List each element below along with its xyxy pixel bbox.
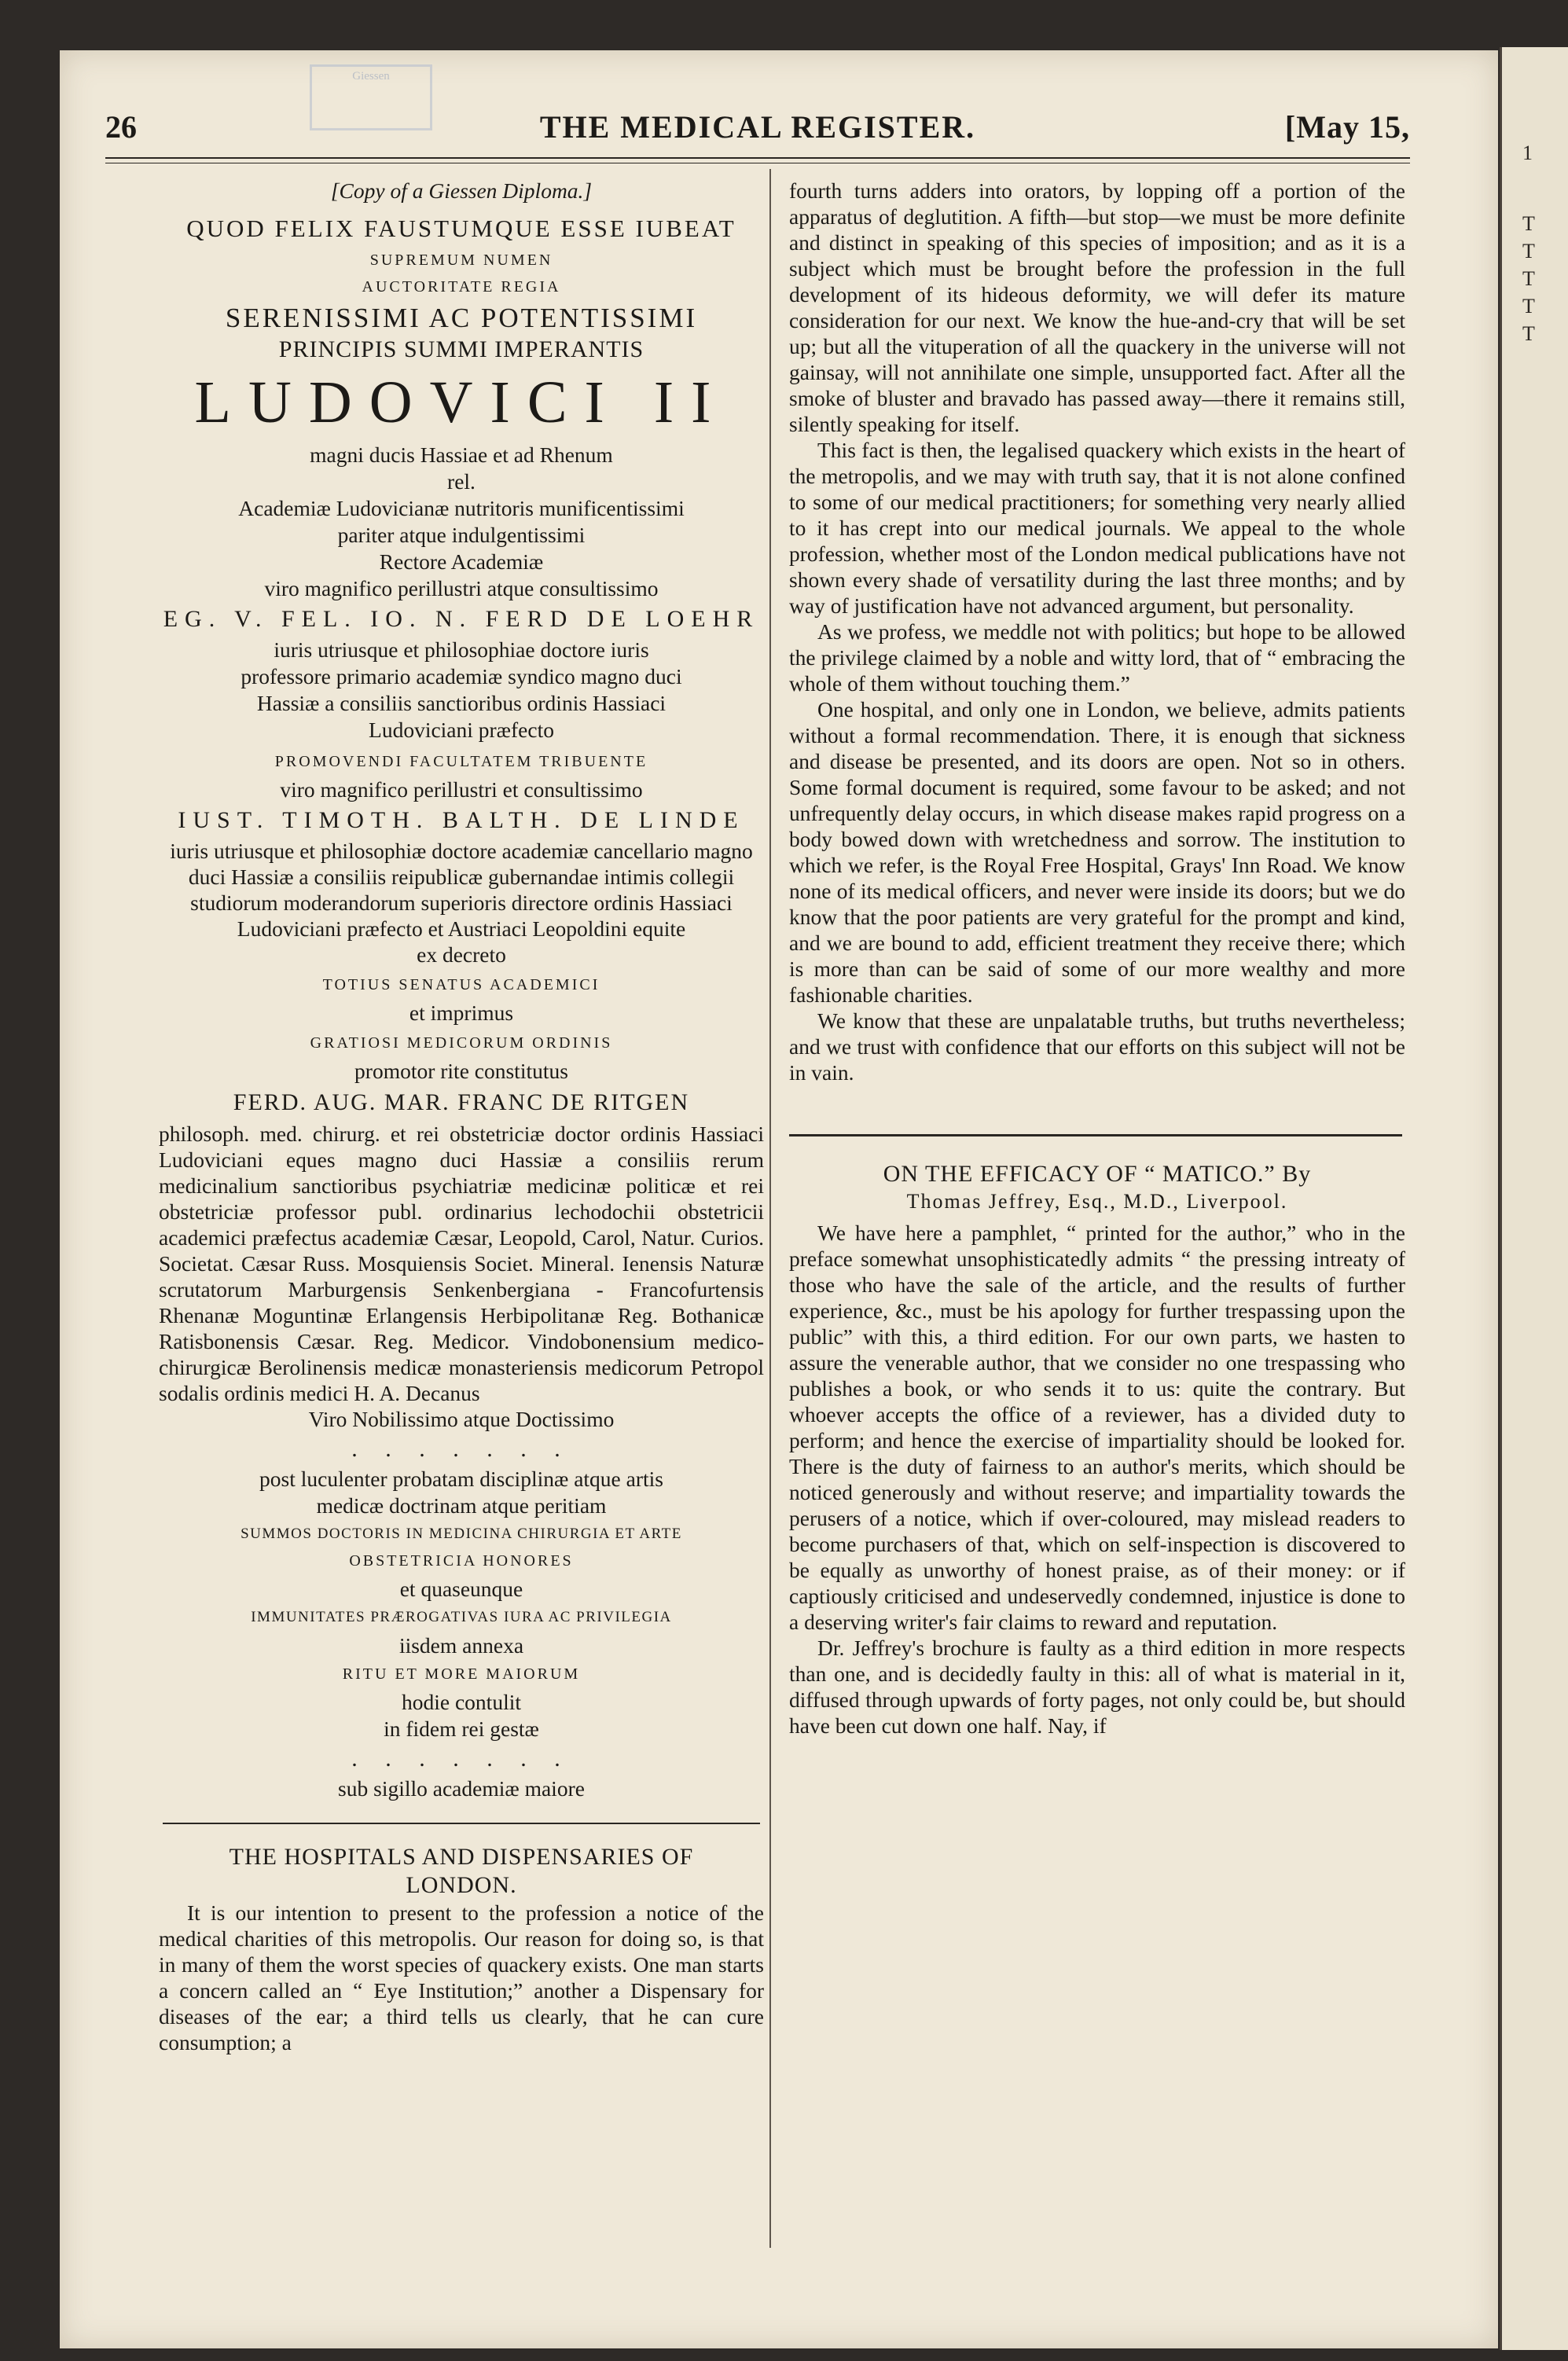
ellipsis-row: . . . . . . . [351,1436,571,1462]
diploma-name: IUST. TIMOTH. BALTH. DE LINDE [178,807,745,833]
running-header [105,108,1410,156]
page-number: 26 [105,109,137,145]
section-title: THE HOSPITALS AND DISPENSARIES OF [229,1844,694,1870]
article-byline: Thomas Jeffrey, Esq., M.D., Liverpool. [906,1190,1288,1213]
header-rule [105,157,1410,159]
diploma-name: FERD. AUG. MAR. FRANC DE RITGEN [233,1089,690,1115]
diploma-line: promotor rite constitutus [354,1059,568,1083]
diploma-line: professore primario academiæ syndico magno duci [241,664,682,688]
diploma-line: Rectore Academiæ [379,549,544,574]
diploma-line: viro magnifico perillustri atque consultissimo [264,576,659,600]
section-title: LONDON. [406,1872,517,1898]
article-paragraph: As we profess, we meddle not with politics; but hope to be allowed the privilege claimed by a noble and witty lord, that of “ embracing the whole of them without touching them.” [789,619,1405,696]
diploma-paragraph: philosoph. med. chirurg. et rei obstetriciæ doctor ordinis Hassiaci Ludoviciani eques magno duci Hassiæ a consiliis rerum medicinalium sanctioribus psychiatriæ medicinæ politicæ et rei obstetriciæ professor publ. ordinarius lechodochii obstetricii academici præfectus academiæ Cæsar, Leopold, Carol, Natur. Curios. Societat. Cæsar Russ. Mosquiensis Societ. Mineral. Ienensis Naturæ scrutatorum Marburgensis Senkenbergiana - Francofurtensis Rhenanæ Moguntinæ Erlangensis Herbipolitanæ Reg. Bothanicæ Ratisbonensis Cæsar. Reg. Medicor. Vindobonensium medico-chirurgicæ Berolinensis medicæ monasteriensis medicorum Petropol sodalis ordinis medici H. A. Decanus [159,1122,764,1405]
column-divider [769,169,771,2248]
diploma-name: EG. V. FEL. IO. N. FERD DE LOEHR [163,606,760,632]
diploma-line: rel. [447,469,476,494]
edge-glyph: T [1522,267,1535,290]
article-paragraph: One hospital, and only one in London, we believe, admits patients without a formal recommendation. There, it is enough that sickness and disease be presented, and its doors are open. Not so in others. Some formal document is required, some favour to be asked; and not unfrequently delay occurs, in which disease makes rapid progress on a body bowed down with wretchedness and sorrow. The institution to which we refer, is the Royal Free Hospital, Grays' Inn Road. We know none of its medical officers, and never were inside its doors; but we do know that the poor patients are very grateful for the prompt and kind, and we are bound to add, efficient treatment they receive there; which is more than can be said of some of our more wealthy and more fashionable charities. [789,697,1405,1007]
article-paragraph: Dr. Jeffrey's brochure is faulty as a third edition in more respects than one, and is decidedly faulty in this: all of what is material in it, diffused through upwards of forty pages, not only could be, but should have been cut down one half. Nay, if [789,1636,1405,1738]
diploma-line: SERENISSIMI AC POTENTISSIMI [225,303,698,333]
diploma-line: SUPREMUM NUMEN [369,252,553,269]
diploma-line: iuris utriusque et philosophiae doctore iuris [274,637,649,662]
edge-glyph: T [1522,212,1535,235]
diploma-caption: [Copy of a Giessen Diploma.] [330,178,593,203]
diploma-paragraph: iuris utriusque et philosophiæ doctore academiæ cancellario magno duci Hassiæ a consiliis reipublicæ gubernandae intimis collegii studiorum moderandorum superioris directore ordinis Hassiaci Ludoviciani præfecto et Austriaci Leopoldini equite [170,839,753,941]
journal-title: THE MEDICAL REGISTER. [539,109,976,145]
left-column [159,178,764,2055]
diploma-line: sub sigillo academiæ maiore [338,1776,585,1801]
diploma-line: GRATIOSI MEDICORUM ORDINIS [310,1034,613,1052]
issue-date: [May 15, [1284,109,1410,145]
diploma-line: OBSTETRICIA HONORES [349,1552,574,1570]
right-column [789,178,1405,1739]
diploma-line: pariter atque indulgentissimi [337,523,586,547]
section-rule [163,1823,760,1824]
diploma-line: et quaseunque [399,1577,523,1601]
article-paragraph: We know that these are unpalatable truths, but truths nevertheless; and we trust with confidence that our efforts on this subject will not be in vain. [789,1008,1405,1085]
diploma-ludovici: LUDOVICI II [194,369,729,435]
diploma-line: et imprimus [409,1001,514,1025]
adjacent-page-edge [1500,47,1568,2350]
diploma-line: Ludoviciani præfecto [369,718,554,742]
diploma-line: TOTIUS SENATUS ACADEMICI [322,976,600,993]
section-title: ON THE EFFICACY OF “ MATICO.” By [883,1161,1312,1187]
edge-glyph: T [1522,295,1535,318]
diploma-line: post luculenter probatam disciplinæ atque artis [259,1467,663,1491]
diploma-line: QUOD FELIX FAUSTUMQUE ESSE IUBEAT [186,215,736,242]
diploma-line: RITU ET MORE MAIORUM [342,1665,581,1683]
diploma-line: Academiæ Ludovicianæ nutritoris munificentissimi [238,496,685,520]
edge-glyph: T [1522,322,1535,345]
diploma-line: ex decreto [417,942,506,967]
article-paragraph: It is our intention to present to the profession a notice of the medical charities of this metropolis. Our reason for doing so, is that in many of them the worst species of quackery exists. One man starts a concern called an “ Eye Institution;” another a Dispensary for diseases of the ear; a third tells us clearly, that he can cure consumption; a [159,1900,764,2054]
edge-glyph: T [1522,240,1535,263]
diploma-line: Hassiæ a consiliis sanctioribus ordinis Hassiaci [256,691,666,715]
diploma-line: in fidem rei gestæ [384,1717,539,1741]
diploma-line: hodie contulit [402,1690,521,1714]
diploma-line: IMMUNITATES PRÆROGATIVAS IURA AC PRIVILEGIA [251,1609,672,1625]
section-rule [789,1134,1402,1136]
diploma-line: SUMMOS DOCTORIS IN MEDICINA CHIRURGIA ET ARTE [241,1526,682,1542]
library-stamp: Giessen [310,64,432,130]
article-paragraph: We have here a pamphlet, “ printed for the author,” who in the preface somewhat unsophisticatedly admits “ the pressing intreaty of those who have the sale of the article, and the results of further experience, &c., must be his apology for further trespassing upon the public” with this, a third edition. For our own parts, we hasten to assure the venerable author, that we consider no one trespassing who publishes a book, or who sends it to us: quite the contrary. But whoever accepts the office of a reviewer, has a divided duty to perform; and hence the exercise of impartiality should be looked for. There is the duty of fairness to an author's merits, which should be noticed generously and without reserve; and impartiality towards the perusers of a notice, which if over-coloured, may mislead readers to become purchasers of that, which on self-inspection is discovered to be equally as unworthy of honest praise, as of their money: or if captiously criticised and undeservedly condemned, injustice is done to a deserving writer's fair claims to reward and reputation. [789,1221,1405,1634]
ellipsis-row: . . . . . . . [351,1746,571,1772]
diploma-line: iisdem annexa [398,1633,524,1658]
article-paragraph: fourth turns adders into orators, by lopping off a portion of the apparatus of deglutition. A fifth—but stop—we must be more definite and distinct in speaking of this species of imposition; and as it is a subject which must be brought before the profession in the full development of its hideous deformity, we will defer its mature consideration for our next. We know the hue-and-cry that will be set up; but all the vituperation of all the quackery in the universe will not gainsay, will not annihilate one simple, unsupported fact. After all the smoke of bluster and bravado has passed away—there it remains still, silently speaking for itself. [789,178,1405,436]
diploma-line: magni ducis Hassiae et ad Rhenum [310,442,613,467]
diploma-line: PROMOVENDI FACULTATEM TRIBUENTE [274,753,648,770]
edge-glyph: 1 [1522,141,1533,164]
diploma-line: Viro Nobilissimo atque Doctissimo [308,1407,615,1431]
diploma-line: medicæ doctrinam atque peritiam [316,1493,607,1518]
diploma-line: PRINCIPIS SUMMI IMPERANTIS [278,336,644,362]
article-paragraph: This fact is then, the legalised quackery which exists in the heart of the metropolis, and we may with truth say, that it is not alone confined to some of our medical practitioners; for something very nearly allied to it has crept into our medical journals. We appeal to the whole profession, whether most of the London medical publications have not shown every shade of versatility during the last three months; and by way of justification have not advanced argument, but personality. [789,438,1405,618]
diploma-line: viro magnifico perillustri et consultissimo [280,777,643,802]
diploma-line: AUCTORITATE REGIA [362,278,561,296]
